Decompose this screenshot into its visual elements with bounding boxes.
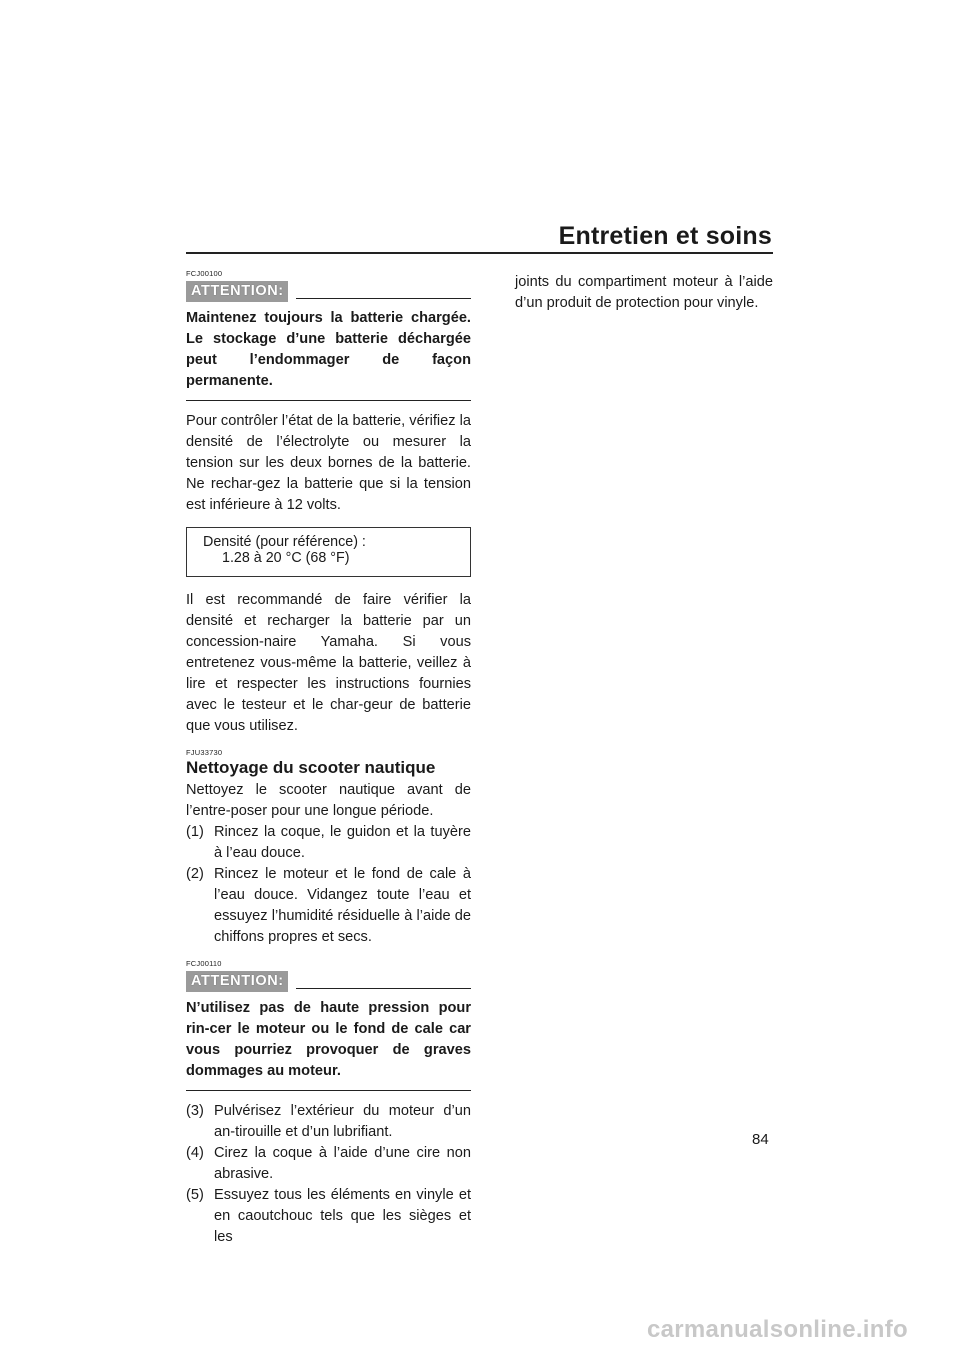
step-number: (4) — [186, 1145, 204, 1161]
attention-bottom-rule — [186, 400, 471, 401]
step-text: Rincez le moteur et le fond de cale à l’eau douce. Vidangez toute l’eau et essuyez l’humidité résiduelle à l’aide de chiffons propres et secs. — [214, 866, 471, 945]
attention-rule — [296, 298, 471, 299]
paragraph: joints du compartiment moteur à l’aide d’un produit de protection pour vinyle. — [515, 274, 773, 311]
section-code: FJU33730 — [186, 748, 223, 757]
attention-label: ATTENTION: — [186, 971, 288, 992]
step-number: (5) — [186, 1187, 204, 1203]
attention-bottom-rule — [186, 1090, 471, 1091]
attention-text: Maintenez toujours la batterie chargée. Le stockage d’une batterie déchargée peut l’endommager de façon permanente. — [186, 310, 471, 389]
paragraph: Il est recommandé de faire vérifier la densité et recharger la batterie par un concession-naire Yamaha. Si vous entretenez vous-même la batterie, veillez à lire et respecter les instructions fournies avec le testeur et le char-geur de batterie que vous utilisez. — [186, 592, 471, 734]
attention-code: FCJ00100 — [186, 269, 223, 278]
watermark: carmanualsonline.info — [646, 1316, 908, 1343]
right-column — [515, 272, 773, 314]
step-text: Pulvérisez l’extérieur du moteur d’un an-tirouille et d’un lubrifiant. — [214, 1103, 471, 1140]
step-number: (2) — [186, 866, 204, 882]
attention-label: ATTENTION: — [186, 281, 288, 302]
attention-rule — [296, 988, 471, 989]
step-text: Cirez la coque à l’aide d’une cire non abrasive. — [214, 1145, 471, 1182]
step-number: (1) — [186, 824, 204, 840]
list-item — [186, 864, 471, 948]
step-text: Essuyez tous les éléments en vinyle et en caoutchouc tels que les sièges et les — [214, 1187, 471, 1245]
header-divider — [186, 252, 773, 254]
left-column — [186, 270, 471, 1248]
list-item — [186, 822, 471, 864]
attention-header — [186, 970, 471, 992]
list-item — [186, 1101, 471, 1143]
step-text: Rincez la coque, le guidon et la tuyère à l’eau douce. — [214, 824, 471, 861]
section-intro: Nettoyez le scooter nautique avant de l’entre-poser pour une longue période. — [186, 782, 471, 819]
page-number: 84 — [752, 1131, 769, 1148]
spec-box — [186, 527, 471, 577]
attention-text: N’utilisez pas de haute pression pour rin-cer le moteur ou le fond de cale car vous pourriez provoquer de graves dommages au moteur. — [186, 1000, 471, 1079]
attention-header — [186, 280, 471, 302]
section-title: Nettoyage du scooter nautique — [186, 758, 436, 777]
attention-code: FCJ00110 — [186, 959, 222, 968]
paragraph: Pour contrôler l’état de la batterie, vérifiez la densité de l’électrolyte ou mesurer la tension sur les deux bornes de la batterie. Ne rechar-gez la batterie que si la tension est inférieure à 12 volts. — [186, 413, 471, 513]
spec-value: 1.28 à 20 °C (68 °F) — [222, 550, 350, 566]
spec-label: Densité (pour référence) : — [203, 534, 366, 550]
list-item — [186, 1185, 471, 1248]
page-title: Entretien et soins — [558, 222, 772, 250]
step-number: (3) — [186, 1103, 204, 1119]
list-item — [186, 1143, 471, 1185]
